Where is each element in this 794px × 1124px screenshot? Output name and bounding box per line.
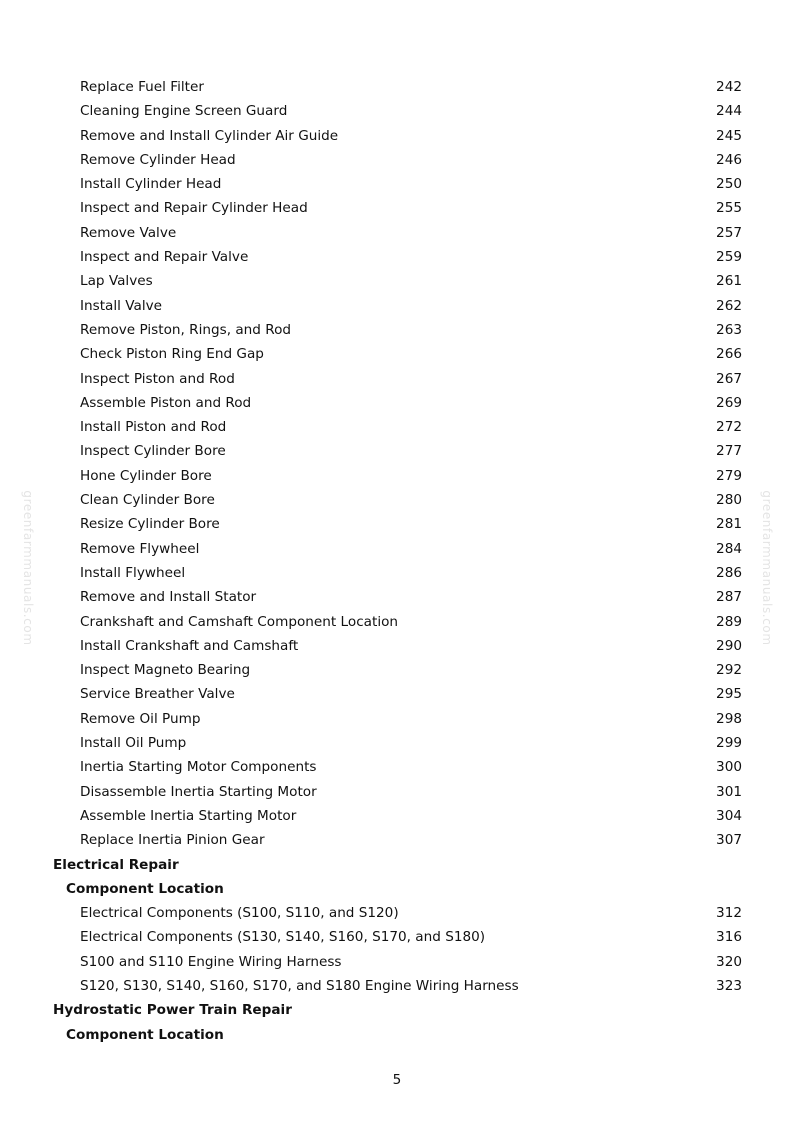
- toc-entry-page-number: 244: [716, 103, 742, 120]
- toc-entry-page-number: 280: [716, 492, 742, 509]
- toc-entry-page-number: 279: [716, 467, 742, 484]
- toc-entry-title: Disassemble Inertia Starting Motor: [80, 783, 317, 800]
- toc-section-heading[interactable]: [0, 853, 794, 877]
- toc-entry-title: Install Flywheel: [80, 564, 186, 581]
- watermark-right: greenfarmmanuals.com: [760, 490, 774, 646]
- toc-entry-title: Remove and Install Stator: [80, 589, 257, 606]
- toc-entry-title: Check Piston Ring End Gap: [80, 346, 264, 363]
- toc-entry[interactable]: [0, 196, 794, 220]
- toc-entry[interactable]: [0, 658, 794, 682]
- toc-entry-page-number: 267: [716, 370, 742, 387]
- toc-entry-page-number: 245: [716, 127, 742, 144]
- toc-entry[interactable]: [0, 731, 794, 755]
- toc-entry[interactable]: [0, 512, 794, 536]
- toc-entry-page-number: 263: [716, 321, 742, 338]
- toc-entry[interactable]: [0, 294, 794, 318]
- toc-entry-page-number: 277: [716, 443, 742, 460]
- toc-entry[interactable]: [0, 925, 794, 949]
- toc-entry[interactable]: [0, 755, 794, 779]
- toc-entry[interactable]: [0, 367, 794, 391]
- toc-entry-page-number: 281: [716, 516, 742, 533]
- toc-entry-title: Remove Cylinder Head: [80, 151, 236, 168]
- toc-entry[interactable]: [0, 269, 794, 293]
- toc-entry-page-number: 298: [716, 710, 742, 727]
- toc-entry-title: Remove Piston, Rings, and Rod: [80, 321, 292, 338]
- toc-entry-page-number: 289: [716, 613, 742, 630]
- toc-entry-page-number: 299: [716, 735, 742, 752]
- toc-entry-page-number: 269: [716, 394, 742, 411]
- toc-entry[interactable]: [0, 99, 794, 123]
- toc-entry-title: Hydrostatic Power Train Repair: [53, 1002, 292, 1019]
- toc-entry[interactable]: [0, 245, 794, 269]
- toc-entry-page-number: 307: [716, 832, 742, 849]
- toc-entry-page-number: 312: [716, 905, 742, 922]
- toc-entry[interactable]: [0, 318, 794, 342]
- toc-entry-page-number: 259: [716, 249, 742, 266]
- toc-entry-page-number: 290: [716, 637, 742, 654]
- toc-entry-title: Install Cylinder Head: [80, 176, 222, 193]
- toc-entry-title: Remove Flywheel: [80, 540, 200, 557]
- toc-entry-title: Cleaning Engine Screen Guard: [80, 103, 288, 120]
- toc-entry-page-number: 266: [716, 346, 742, 363]
- toc-entry-title: Service Breather Valve: [80, 686, 235, 703]
- table-of-contents: [0, 75, 794, 1047]
- toc-entry-title: Inspect Magneto Bearing: [80, 662, 251, 679]
- toc-entry-page-number: 261: [716, 273, 742, 290]
- toc-entry-page-number: 300: [716, 759, 742, 776]
- toc-entry-page-number: 246: [716, 151, 742, 168]
- toc-entry-title: Clean Cylinder Bore: [80, 492, 215, 509]
- toc-entry-title: Hone Cylinder Bore: [80, 467, 212, 484]
- toc-entry-title: Inspect Piston and Rod: [80, 370, 235, 387]
- toc-entry-title: Inspect Cylinder Bore: [80, 443, 226, 460]
- toc-entry[interactable]: [0, 439, 794, 463]
- toc-entry[interactable]: [0, 610, 794, 634]
- toc-entry-title: Component Location: [66, 1026, 224, 1043]
- toc-entry-page-number: 287: [716, 589, 742, 606]
- toc-section-heading[interactable]: [0, 998, 794, 1022]
- toc-entry-page-number: 272: [716, 419, 742, 436]
- toc-entry-title: Replace Inertia Pinion Gear: [80, 832, 265, 849]
- toc-entry-title: Remove and Install Cylinder Air Guide: [80, 127, 339, 144]
- toc-entry-page-number: 316: [716, 929, 742, 946]
- toc-entry[interactable]: [0, 172, 794, 196]
- toc-entry-page-number: 323: [716, 977, 742, 994]
- toc-entry-title: Install Oil Pump: [80, 735, 187, 752]
- toc-entry-title: Replace Fuel Filter: [80, 79, 204, 95]
- toc-entry-title: Electrical Repair: [53, 856, 179, 873]
- toc-entry-page-number: 242: [716, 79, 742, 95]
- toc-entry[interactable]: [0, 585, 794, 609]
- toc-entry[interactable]: [0, 950, 794, 974]
- toc-entry-title: Resize Cylinder Bore: [80, 516, 220, 533]
- toc-entry[interactable]: [0, 415, 794, 439]
- toc-entry-title: Install Crankshaft and Camshaft: [80, 637, 299, 654]
- toc-entry-page-number: 255: [716, 200, 742, 217]
- toc-entry-page-number: 292: [716, 662, 742, 679]
- toc-entry[interactable]: [0, 634, 794, 658]
- toc-entry[interactable]: [0, 974, 794, 998]
- toc-entry-page-number: 295: [716, 686, 742, 703]
- toc-entry-title: Assemble Piston and Rod: [80, 394, 252, 411]
- toc-entry-title: Assemble Inertia Starting Motor: [80, 807, 297, 824]
- toc-entry-title: Install Valve: [80, 297, 163, 314]
- page-number: 5: [392, 1072, 402, 1088]
- toc-subsection-heading[interactable]: [0, 1023, 794, 1047]
- toc-entry[interactable]: [0, 342, 794, 366]
- toc-entry[interactable]: [0, 780, 794, 804]
- toc-entry[interactable]: [0, 488, 794, 512]
- toc-entry[interactable]: [0, 221, 794, 245]
- toc-entry[interactable]: [0, 464, 794, 488]
- toc-entry[interactable]: [0, 391, 794, 415]
- toc-entry-page-number: 284: [716, 540, 742, 557]
- toc-entry[interactable]: [0, 561, 794, 585]
- toc-entry[interactable]: [0, 682, 794, 706]
- toc-entry-title: Electrical Components (S100, S110, and S120): [80, 905, 399, 922]
- toc-entry[interactable]: [0, 804, 794, 828]
- toc-entry-page-number: 304: [716, 807, 742, 824]
- toc-entry-title: Remove Oil Pump: [80, 710, 201, 727]
- toc-entry-page-number: 257: [716, 224, 742, 241]
- toc-entry-title: Inertia Starting Motor Components: [80, 759, 317, 776]
- toc-entry-title: Inspect and Repair Valve: [80, 249, 249, 266]
- toc-entry[interactable]: [0, 148, 794, 172]
- toc-entry-title: Electrical Components (S130, S140, S160, S170, and S180): [80, 929, 486, 946]
- toc-entry-title: S120, S130, S140, S160, S170, and S180 Engine Wiring Harness: [80, 977, 519, 994]
- toc-entry[interactable]: [0, 75, 794, 99]
- toc-entry-title: Install Piston and Rod: [80, 419, 227, 436]
- toc-entry-title: Remove Valve: [80, 224, 177, 241]
- toc-entry[interactable]: [0, 124, 794, 148]
- toc-entry-title: S100 and S110 Engine Wiring Harness: [80, 953, 342, 970]
- toc-entry-page-number: 250: [716, 176, 742, 193]
- toc-entry-page-number: 286: [716, 564, 742, 581]
- toc-entry[interactable]: [0, 828, 794, 852]
- toc-entry[interactable]: [0, 537, 794, 561]
- toc-entry-title: Component Location: [66, 880, 224, 897]
- toc-entry-title: Lap Valves: [80, 273, 153, 290]
- toc-entry[interactable]: [0, 707, 794, 731]
- toc-entry-page-number: 301: [716, 783, 742, 800]
- toc-entry-page-number: 262: [716, 297, 742, 314]
- toc-entry-title: Inspect and Repair Cylinder Head: [80, 200, 308, 217]
- watermark-left: greenfarmmanuals.com: [21, 490, 35, 646]
- toc-subsection-heading[interactable]: [0, 877, 794, 901]
- toc-entry[interactable]: [0, 901, 794, 925]
- toc-entry-page-number: 320: [716, 953, 742, 970]
- toc-entry-title: Crankshaft and Camshaft Component Location: [80, 613, 399, 630]
